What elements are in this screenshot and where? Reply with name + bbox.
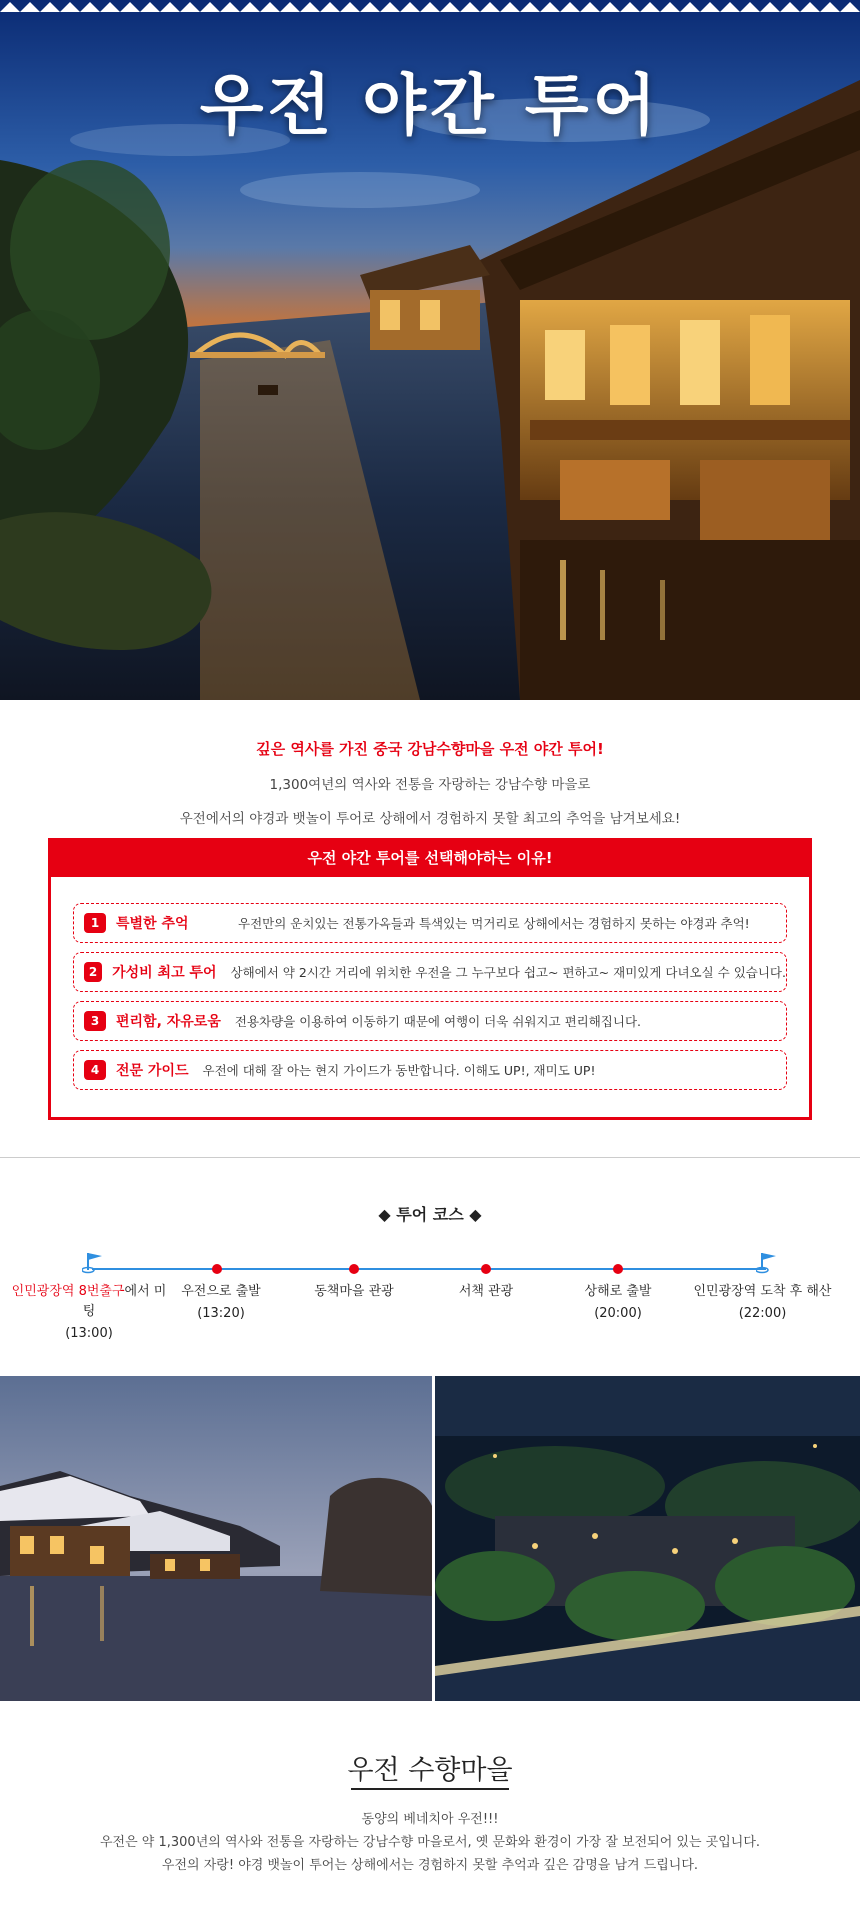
reason-item-3 xyxy=(73,1001,787,1041)
course-stop-time: (13:00) xyxy=(65,1326,113,1341)
route-dot xyxy=(481,1264,491,1274)
course-stop-highlight: 인민광장역 8번출구 xyxy=(11,1284,125,1299)
intro-line-1: 1,300여년의 역사와 전통을 자랑하는 강남수향 마을로 xyxy=(269,777,591,793)
village-line-1: 동양의 베네치아 우전!!! xyxy=(361,1812,499,1827)
photo-village-aerial-night xyxy=(435,1376,860,1701)
course-stop-label: 에서 미팅 xyxy=(82,1284,167,1319)
photo-village-dusk xyxy=(0,1376,432,1701)
zigzag-edge xyxy=(0,0,860,12)
course-stop-time: (20:00) xyxy=(594,1306,642,1321)
route-dot xyxy=(613,1264,623,1274)
intro-text xyxy=(0,738,860,841)
reason-item-1 xyxy=(73,903,787,943)
flag-icon xyxy=(756,1250,778,1274)
reason-title: 가성비 최고 투어 xyxy=(112,965,217,981)
reason-description: 우전에 대해 잘 아는 현지 가이드가 동반합니다. 이해도 UP!, 재미도 UP! xyxy=(202,1063,596,1078)
reason-item-2 xyxy=(73,952,787,992)
course-stop-label: 서책 관광 xyxy=(458,1284,514,1299)
reason-number: 2 xyxy=(84,962,102,982)
intro-line-2: 우전에서의 야경과 뱃놀이 투어로 상해에서 경험하지 못할 최고의 추억을 남겨보세요! xyxy=(179,811,681,827)
reason-number: 4 xyxy=(84,1060,106,1080)
reason-number: 3 xyxy=(84,1011,106,1031)
course-stop-label: 우전으로 출발 xyxy=(181,1284,261,1299)
intro-headline: 깊은 역사를 가진 중국 강남수향마을 우전 야간 투어! xyxy=(256,740,604,758)
village-description xyxy=(0,1808,860,1877)
village-line-3: 우전의 자랑! 야경 뱃놀이 투어는 상해에서는 경험하지 못할 추억과 깊은 감명을 남겨 드립니다. xyxy=(161,1858,699,1873)
course-title: ◆ 투어 코스 ◆ xyxy=(378,1205,482,1224)
course-stop-time: (13:20) xyxy=(197,1306,245,1321)
reason-description: 우전만의 운치있는 전통가옥들과 특색있는 먹거리로 상해에서는 경험하지 못하는 야경과 추억! xyxy=(238,916,750,931)
reason-title: 편리함, 자유로움 xyxy=(116,1014,221,1030)
course-stop-5 xyxy=(538,1282,698,1324)
course-stop-label: 인민광장역 도착 후 해산 xyxy=(693,1284,832,1299)
course-stop-time: (22:00) xyxy=(738,1306,787,1321)
reason-description: 전용차량을 이용하여 이동하기 때문에 여행이 더욱 쉬워지고 편리해집니다. xyxy=(234,1014,641,1029)
reason-description: 상해에서 약 2시간 거리에 위치한 우전을 그 누구보다 쉽고~ 편하고~ 재미있게 다녀오실 수 있습니다. xyxy=(230,965,786,980)
village-line-2: 우전은 약 1,300년의 역사와 전통을 자랑하는 강남수향 마을로서, 옛 문화와 환경이 가장 잘 보전되어 있는 곳입니다. xyxy=(99,1835,761,1850)
hero-image xyxy=(0,0,860,700)
reasons-header: 우전 야간 투어를 선택해야하는 이유! xyxy=(51,841,809,877)
village-title: 우전 수향마을 xyxy=(347,1755,513,1786)
reason-title: 특별한 추억 xyxy=(116,916,189,932)
course-stop-6 xyxy=(690,1282,835,1324)
route-dot xyxy=(349,1264,359,1274)
reason-title: 전문 가이드 xyxy=(116,1063,189,1079)
section-divider xyxy=(0,1157,860,1158)
reason-number: 1 xyxy=(84,913,106,933)
village-title-underline xyxy=(351,1788,509,1790)
course-stop-label: 동책마을 관광 xyxy=(314,1284,394,1299)
reasons-box xyxy=(48,838,812,1120)
route-dot xyxy=(212,1264,222,1274)
reason-item-4 xyxy=(73,1050,787,1090)
route-line xyxy=(92,1268,766,1270)
flag-icon xyxy=(82,1250,104,1274)
hero-title: 우전 야간 투어 xyxy=(199,67,661,144)
course-stop-label: 상해로 출발 xyxy=(584,1284,652,1299)
